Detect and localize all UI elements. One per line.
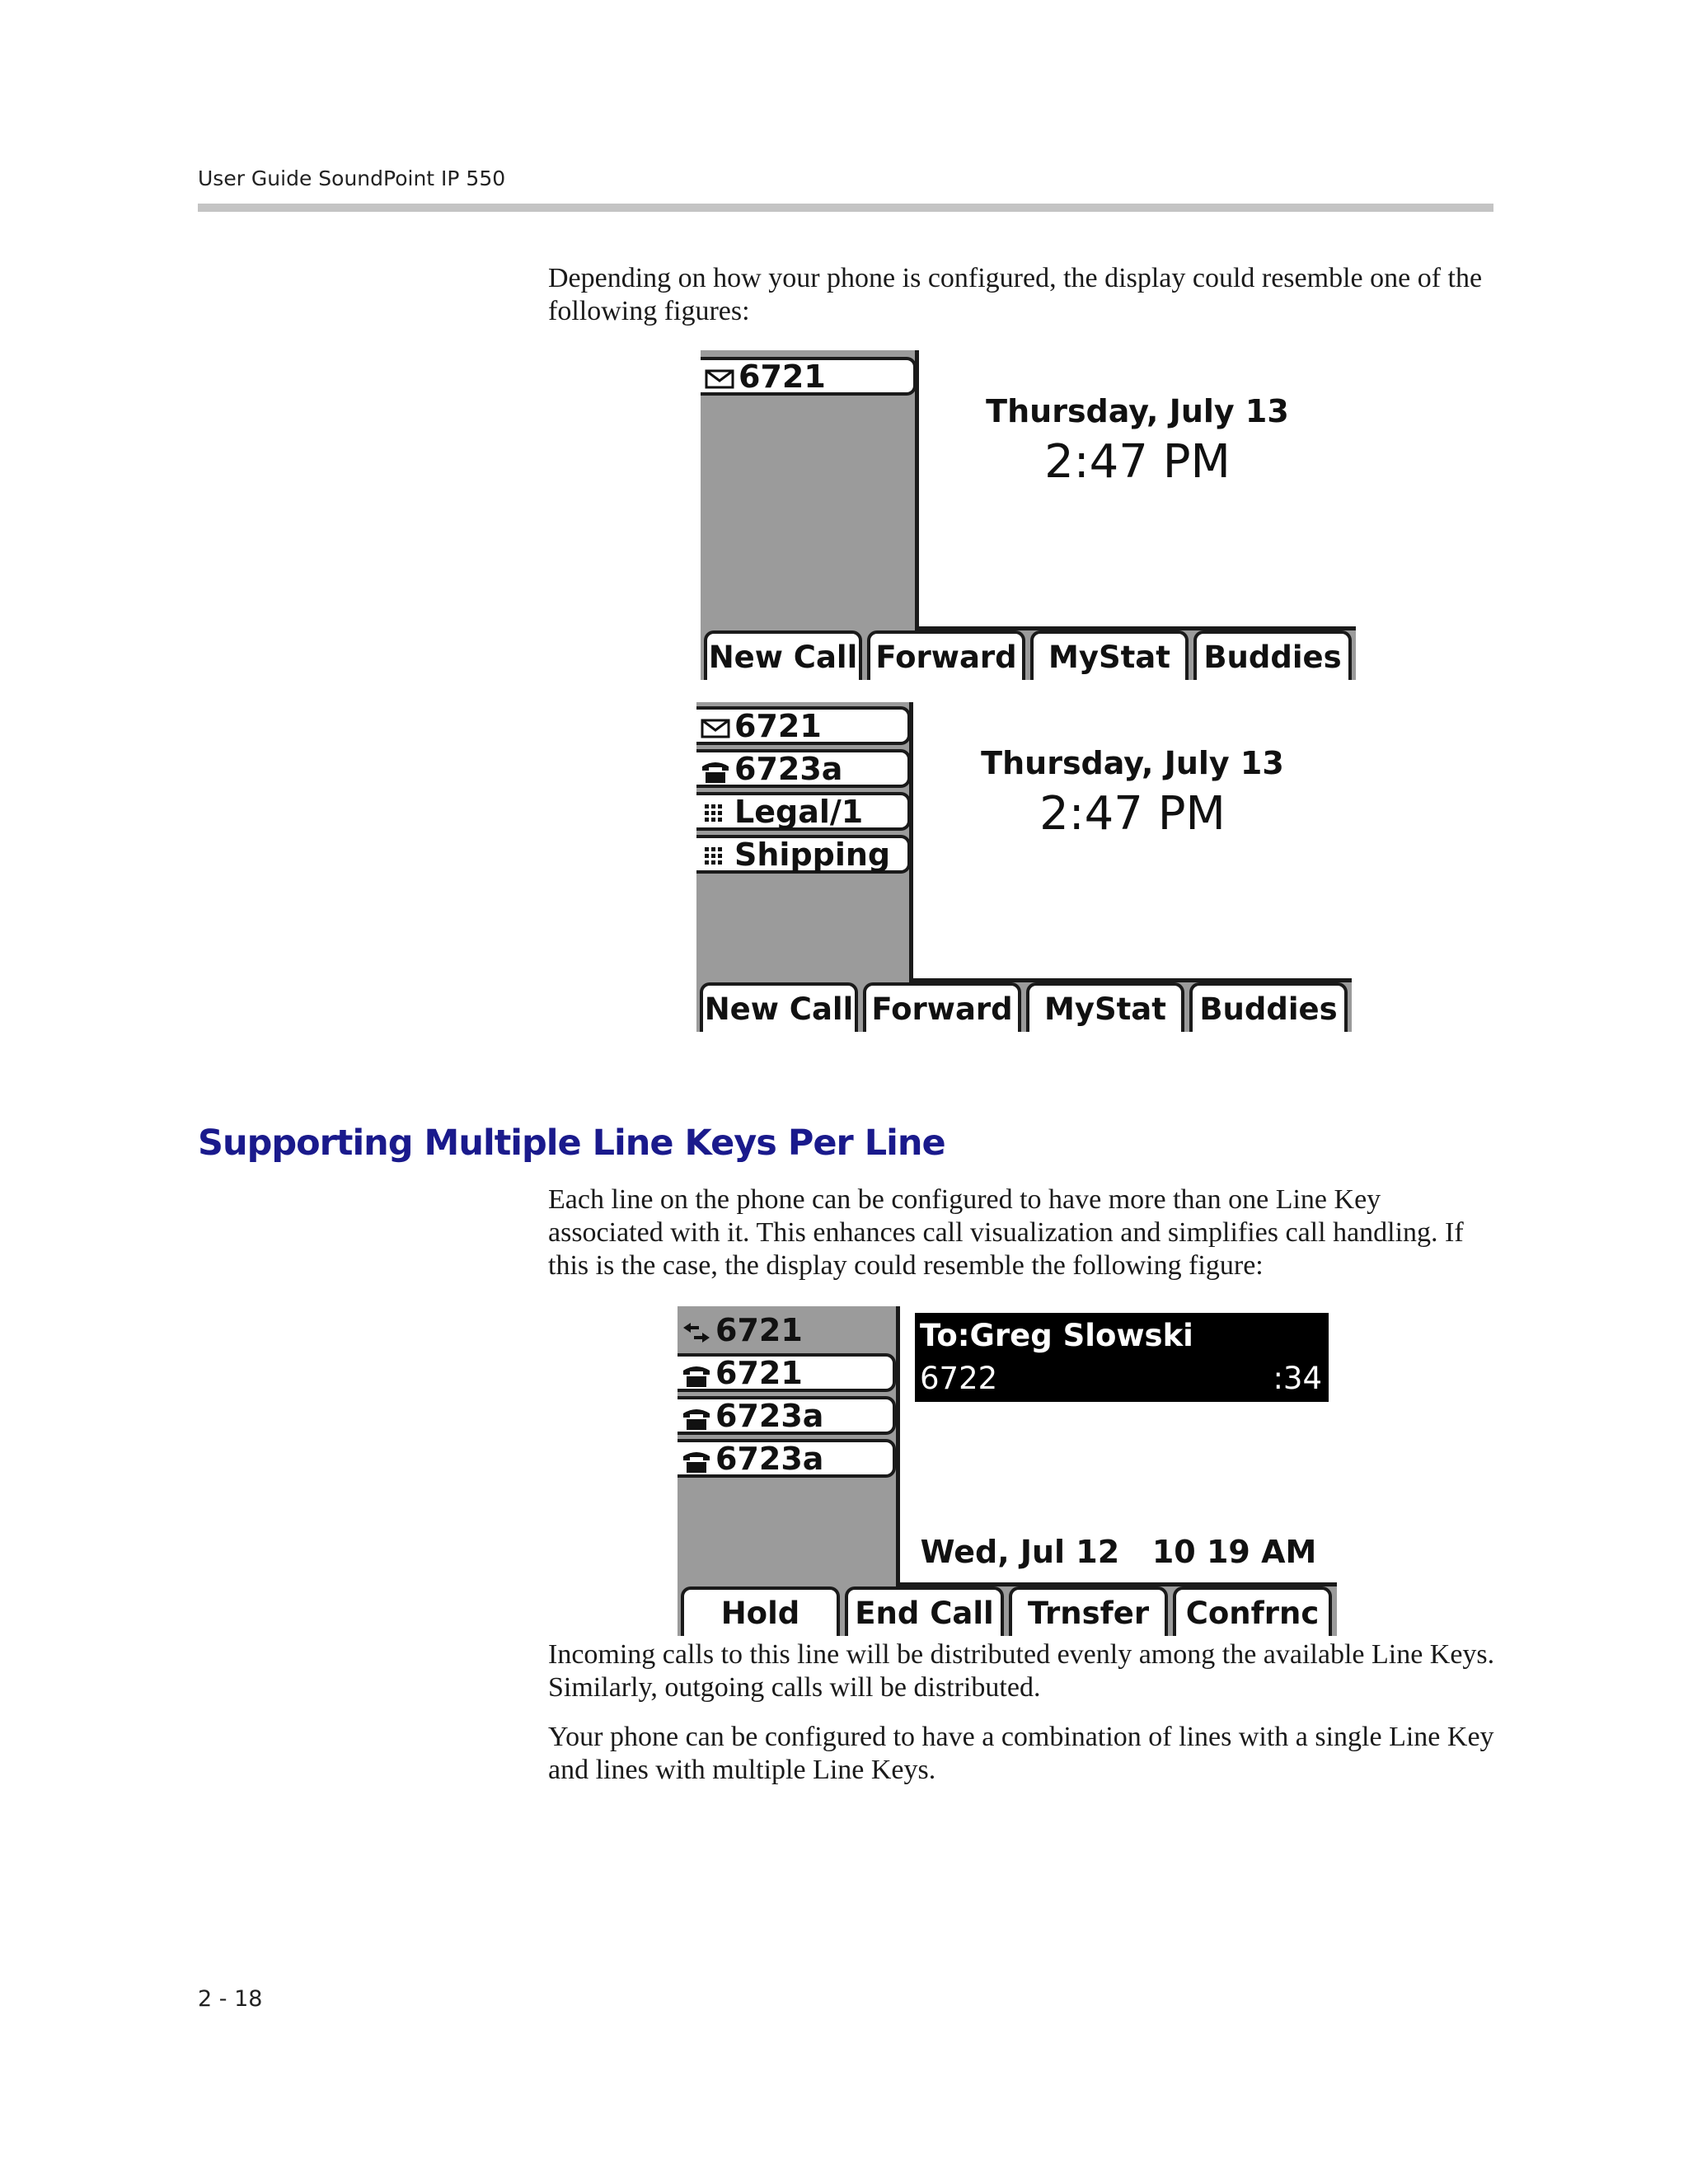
- date-label: Thursday, July 13: [986, 393, 1289, 429]
- envelope-icon: [700, 713, 731, 739]
- section-paragraph: Each line on the phone can be configured to have more than one Line Key associated with it. This enhances call visualization and simplifies call handling. If this is the case, the display could resemble the following figure:: [548, 1184, 1464, 1281]
- line-key-1-active[interactable]: [678, 1310, 896, 1349]
- softkey-hold[interactable]: Hold: [681, 1586, 840, 1636]
- line-key-label: 6721: [715, 1354, 803, 1391]
- running-header: User Guide SoundPoint IP 550: [198, 166, 506, 190]
- phone-display-figure-3: [678, 1306, 1337, 1636]
- line-key-1[interactable]: [701, 357, 917, 396]
- section-heading: Supporting Multiple Line Keys Per Line: [198, 1122, 945, 1164]
- active-call-panel[interactable]: [915, 1313, 1329, 1402]
- intro-paragraph: Depending on how your phone is configured, the display could resemble one of the following figures:: [548, 263, 1483, 326]
- line-key-3[interactable]: [678, 1396, 896, 1435]
- line-key-label: 6721: [715, 1311, 803, 1348]
- line-key-label: Legal/1: [734, 793, 864, 830]
- phone-icon: [700, 756, 731, 782]
- softkey-buddies[interactable]: Buddies: [1189, 982, 1348, 1032]
- phone-icon: [681, 1446, 712, 1472]
- call-duration: :34: [1273, 1361, 1322, 1396]
- after-paragraph-2: Your phone can be configured to have a combination of lines with a single Line Key and lines with multiple Line Keys.: [548, 1722, 1494, 1785]
- active-call-icon: [681, 1317, 712, 1343]
- line-key-label: 6721: [734, 707, 822, 744]
- call-to-label: To:Greg Slowski: [920, 1318, 1193, 1353]
- date-label: Thursday, July 13: [981, 745, 1284, 781]
- divider-vertical: [915, 350, 919, 630]
- after-paragraph-1: Incoming calls to this line will be distributed evenly among the available Line Keys. Similarly, outgoing calls will be distributed.: [548, 1639, 1495, 1703]
- line-key-4[interactable]: [696, 835, 911, 874]
- phone-display-figure-2: [696, 702, 1352, 1032]
- line-key-label: 6721: [738, 358, 826, 395]
- line-key-1[interactable]: [696, 706, 911, 745]
- speed-dial-icon: [700, 799, 731, 825]
- phone-display-figure-1: [701, 350, 1356, 680]
- softkey-buddies[interactable]: Buddies: [1193, 630, 1352, 680]
- line-key-3[interactable]: [696, 792, 911, 831]
- line-key-label: Shipping: [734, 836, 891, 873]
- line-key-4[interactable]: [678, 1439, 896, 1478]
- softkey-transfer[interactable]: Trnsfer: [1009, 1586, 1168, 1636]
- time-label: 2:47 PM: [1039, 787, 1226, 841]
- header-rule: [198, 204, 1493, 212]
- softkey-mystat[interactable]: MyStat: [1026, 982, 1184, 1032]
- line-key-2[interactable]: [678, 1353, 896, 1392]
- softkey-forward[interactable]: Forward: [863, 982, 1021, 1032]
- line-key-label: 6723a: [715, 1440, 824, 1477]
- softkey-new-call[interactable]: New Call: [700, 982, 858, 1032]
- phone-icon: [681, 1403, 712, 1429]
- time-label: 2:47 PM: [1044, 435, 1231, 489]
- speed-dial-icon: [700, 841, 731, 868]
- page-number: 2 - 18: [198, 1986, 263, 2012]
- line-key-label: 6723a: [734, 750, 843, 787]
- softkey-end-call[interactable]: End Call: [845, 1586, 1004, 1636]
- softkey-forward[interactable]: Forward: [867, 630, 1025, 680]
- envelope-icon: [704, 363, 735, 390]
- phone-icon: [681, 1360, 712, 1386]
- softkey-mystat[interactable]: MyStat: [1030, 630, 1189, 680]
- line-key-label: 6723a: [715, 1397, 824, 1434]
- softkey-new-call[interactable]: New Call: [704, 630, 862, 680]
- datetime-label: Wed, Jul 12 10 19 AM: [920, 1534, 1317, 1570]
- softkey-conference[interactable]: Confrnc: [1173, 1586, 1332, 1636]
- call-number: 6722: [920, 1361, 998, 1396]
- line-key-2[interactable]: [696, 749, 911, 788]
